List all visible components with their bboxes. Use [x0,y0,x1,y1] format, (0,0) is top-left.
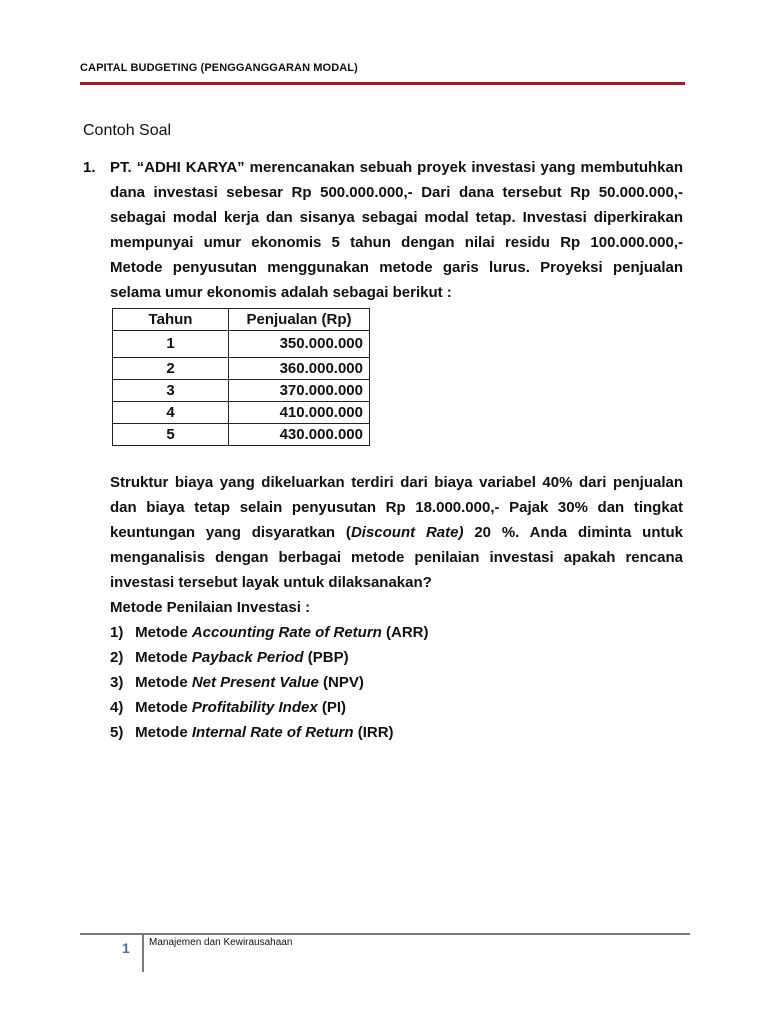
cell-sales: 350.000.000 [229,331,370,358]
column-header-sales: Penjualan (Rp) [229,309,370,331]
discount-rate-term: Discount Rate) [350,524,464,541]
cost-text-1: Struktur biaya yang dikeluarkan terdiri dari biaya variabel 40% dari penjualan dan biaya tetap selain penyusutan Rp 18.000.000,- Pajak 30% dan tingkat keuntungan yang disyaratkan ( [110,474,683,541]
header-title: CAPITAL BUDGETING (PENGGANGGARAN MODAL) [80,62,358,74]
footer-text: Manajemen dan Kewirausahaan [149,937,293,948]
cell-sales: 370.000.000 [229,380,370,402]
table-row [113,380,370,402]
section-title: Contoh Soal [83,122,172,139]
method-abbr: (PBP) [303,649,349,666]
cost-structure-paragraph [110,470,683,595]
cell-year: 2 [113,358,229,380]
list-number: 3) [110,674,124,691]
problem-body [110,155,683,745]
table-row [113,358,370,380]
list-item [110,645,683,670]
footer-rule [80,933,690,935]
cell-year: 5 [113,424,229,446]
cell-year: 4 [113,402,229,424]
cell-sales: 360.000.000 [229,358,370,380]
list-number: 2) [110,649,124,666]
cell-sales: 430.000.000 [229,424,370,446]
methods-title: Metode Penilaian Investasi : [110,599,311,616]
column-header-year: Tahun [113,309,229,331]
method-prefix: Metode [135,724,192,741]
list-item [110,720,683,745]
method-prefix: Metode [135,699,192,716]
method-name: Profitability Index [191,699,318,716]
list-number: 1) [110,624,124,641]
problem-1 [83,155,683,745]
table-header-row [113,309,370,331]
methods-list [110,620,683,745]
method-abbr: (ARR) [381,624,429,641]
method-abbr: (PI) [317,699,347,716]
list-item [110,670,683,695]
cell-year: 1 [113,331,229,358]
footer-divider [142,935,144,972]
list-item [110,695,683,720]
list-item [110,620,683,645]
list-number: 5) [110,724,124,741]
method-prefix: Metode [135,649,192,666]
problem-intro: PT. “ADHI KARYA” merencanakan sebuah proyek investasi yang membutuhkan dana investasi sebesar Rp 500.000.000,- Dari dana tersebut Rp 50.000.000,- sebagai modal kerja dan sisanya sebagai modal tetap. Investasi diperkirakan mempunyai umur ekonomis 5 tahun dengan nilai residu Rp 100.000.000,- Metode penyusutan menggunakan metode garis lurus. Proyeksi penjualan selama umur ekonomis adalah sebagai berikut : [110,159,683,301]
method-name: Accounting Rate of Return [191,624,382,641]
method-name: Internal Rate of Return [191,724,354,741]
method-prefix: Metode [135,674,192,691]
method-abbr: (NPV) [318,674,364,691]
page-header [80,62,685,74]
problem-number: 1. [83,159,96,176]
cost-text-2: 20 %. Anda diminta untuk menganalisis dengan berbagai metode penilaian investasi apakah rencana investasi tersebut layak untuk dilaksanakan? [110,524,684,591]
header-rule [80,82,685,85]
method-abbr: (IRR) [353,724,394,741]
method-prefix: Metode [135,624,192,641]
method-name: Payback Period [191,649,304,666]
cell-sales: 410.000.000 [229,402,370,424]
sales-table [112,308,370,446]
table-row [113,402,370,424]
table-row [113,424,370,446]
table-row [113,331,370,358]
spacer [110,446,683,470]
page-number: 1 [122,940,130,956]
list-number: 4) [110,699,124,716]
cell-year: 3 [113,380,229,402]
method-name: Net Present Value [191,674,319,691]
